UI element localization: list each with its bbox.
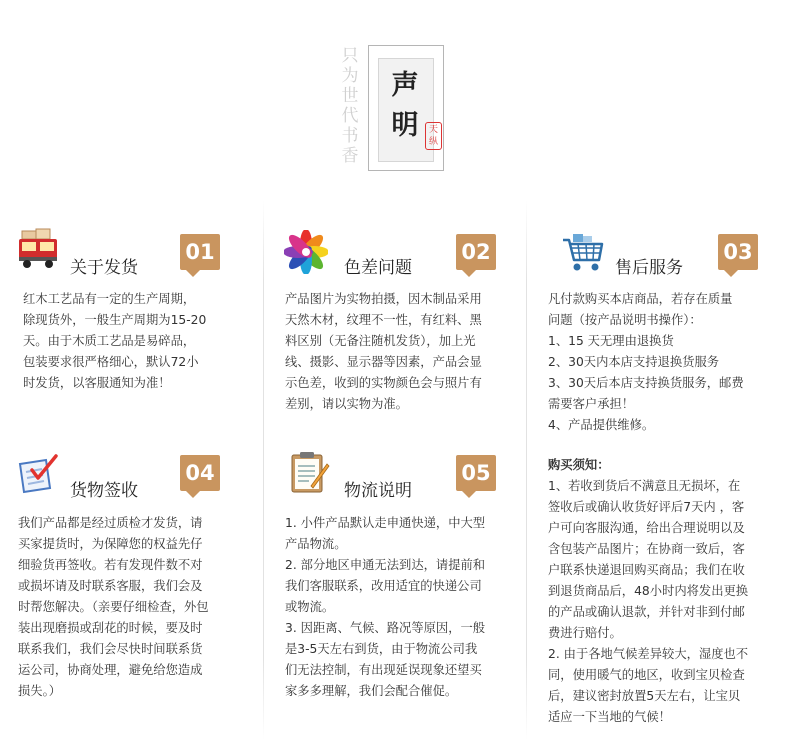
section-number-badge: 01 — [180, 234, 220, 270]
section-title-logistics: 物流说明 — [344, 481, 412, 501]
section-number-badge: 02 — [456, 234, 496, 270]
section-body-color-difference: 产品图片为实物拍摄，因木制品采用 天然木材，纹理不一性，有红料、黑 料区别（无备注随机发货），加上光 线、摄影、显示器等因素，产品会显 示色差，收到的实物颜色会与照片有 差别，请以实物为准。 — [285, 292, 482, 411]
section-title-after-sales: 售后服务 — [615, 258, 683, 278]
section-number-badge: 04 — [180, 455, 220, 491]
section-number-badge: 03 — [718, 234, 758, 270]
color-flower-icon — [284, 230, 328, 274]
section-body-receipt: 我们产品都是经过质检才发货，请 买家提货时，为保障您的权益先仔 细验货再签收。若有发现件数不对 或损坏请及时联系客服，我们会及 时帮您解决。（亲要仔细检查，外包 装出现磨损或刮花的时候，要及时 联系我们，我们会尽快时间联系货 运公司，协商处理，避免给您造成 损失。） — [18, 516, 209, 698]
section-body-shipping: 红木工艺品有一定的生产周期， 除现货外，一般生产周期为15-20 天。由于木质工艺品是易碎品， 包装要求很严格细心，默认72小 时发货，以客服通知为准！ — [23, 292, 207, 390]
clipboard-icon — [287, 450, 331, 494]
section-title-shipping: 关于发货 — [70, 258, 138, 278]
page-title: 声 明 — [391, 70, 419, 141]
seal-stamp: 天 纵 — [425, 122, 442, 150]
truck-icon — [16, 227, 60, 271]
section-title-receipt: 货物签收 — [70, 481, 138, 501]
section-title-color-difference: 色差问题 — [344, 258, 412, 278]
checklist-icon — [16, 452, 60, 496]
purchase-notice-heading: 购买须知： — [548, 458, 610, 472]
section-body-logistics: 1. 小件产品默认走申通快递，中大型 产品物流。 2. 部分地区申通无法到达，请提前和 我们客服联系，改用适宜的快递公司 或物流。 3. 因距离、气候、路况等原因，一般 是3-5天左右到货，由于物流公司我 们无法控制，有出现延误现象还望买 家多多理解，我们会配合催促。 — [285, 516, 486, 698]
shopping-cart-icon — [561, 230, 605, 274]
column-divider — [526, 200, 527, 740]
column-divider — [263, 200, 264, 740]
purchase-notice: 购买须知： 1、若收到货后不满意且无损坏，在 签收后或确认收货好评后7天内 ，客 户可向客服沟通，给出合理说明以及 含包装产品图片；在协商一致后，客 户联系快递退回购买商品；我们在收 到退货商品后，48小时内将发出更换 的产品或确认退款，并针对非到付邮 费进行赔付。 2. 由于各地气候差异较大，湿度也不 同，使用暖气的地区，收到宝贝检查 后，建议密封放置5天左右，让宝贝 适应一下当地的气候！ — [548, 455, 786, 728]
slogan: 只 为 世 代 书 香 — [341, 46, 359, 166]
section-number-badge: 05 — [456, 455, 496, 491]
section-body-after-sales: 凡付款购买本店商品，若存在质量 问题（按产品说明书操作）： 1、15 天无理由退换货 2、30天内本店支持退换货服务 3、30天后本店支持换货服务，邮费 需要客户承担！ 4、产品提供维修。 — [548, 292, 744, 432]
